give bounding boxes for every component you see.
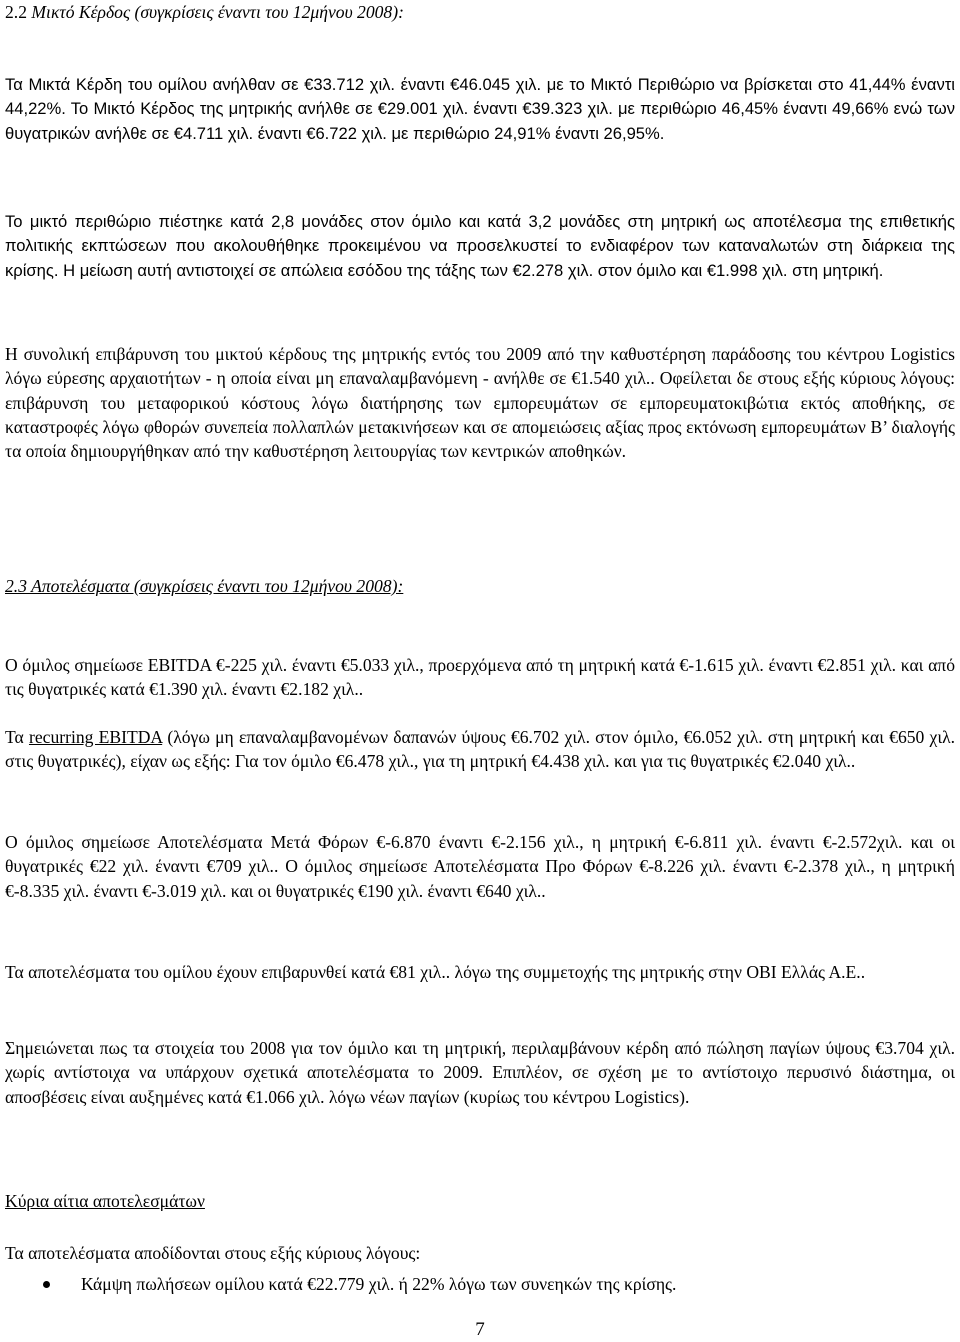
- list-item-text: Κάμψη πωλήσεων ομίλου κατά €22.779 χιλ. ή 22% λόγω των συνεηκών της κρίσης.: [81, 1274, 677, 1294]
- section-heading-2-2: [5, 0, 404, 24]
- gross-profit-paragraph: Τα Μικτά Κέρδη του ομίλου ανήλθαν σε €33.712 χιλ. έναντι €46.045 χιλ. με το Μικτό Περιθώριο να βρίσκεται στο 41,44% έναντι 44,22%. Το Μικτό Κέρδος της μητρικής ανήλθε σε €29.001 χιλ. έναντι €39.323 χιλ. με περιθώριο 46,45% έναντι 49,66% ενώ των θυγατρικών ανήλθε σε €4.711 χιλ. έναντι €6.722 χιλ. με περιθώριο 24,91% έναντι 26,95%.: [5, 75, 955, 143]
- after-tax-results-paragraph: Ο όμιλος σημείωσε Αποτελέσματα Μετά Φόρων €-6.870 έναντι €-2.156 χιλ., η μητρική €-6.811 χιλ. έναντι €-2.572χιλ. και οι θυγατρικές €22 χιλ. έναντι €709 χιλ.. Ο όμιλος σημείωσε Αποτελέσματα Προ Φόρων €-8.226 χιλ. έναντι €-2.378 χιλ., η μητρική €-8.335 χιλ. έναντι €-3.019 χιλ. και οι θυγατρικές €190 χιλ. έναντι €640 χιλ..: [5, 832, 955, 901]
- section-title: Μικτό Κέρδος (συγκρίσεις έναντι του 12μήνου 2008):: [31, 2, 404, 22]
- list-item: [5, 1272, 955, 1296]
- recurring-ebitda-prefix: Τα: [5, 727, 29, 747]
- main-causes-intro: Τα αποτελέσματα αποδίδονται στους εξής κύριους λόγους:: [5, 1243, 421, 1263]
- ebitda-paragraph: Ο όμιλος σημείωσε EBITDA €-225 χιλ. έναντι €5.033 χιλ., προερχόμενα από τη μητρική κατά €-1.615 χιλ. έναντι €2.851 χιλ. και από τις θυγατρικές κατά €1.390 χιλ. έναντι €2.182 χιλ..: [5, 655, 955, 700]
- section-number: 2.2: [5, 2, 27, 22]
- recurring-ebitda-paragraph: [5, 725, 955, 774]
- fixed-assets-note-paragraph: Σημειώνεται πως τα στοιχεία του 2008 για τον όμιλο και τη μητρική, περιλαμβάνουν κέρδη από πώληση παγίων ύψους €3.704 χιλ. χωρίς αντίστοιχα να υπάρχουν σχετικά αποτελέσματα το 2009. Επιπλέον, σε σχέση με το αντίστοιχο περυσινό διάστημα, οι αποσβέσεις είναι αυξημένες κατά €1.066 χιλ. λόγω νέων παγίων (κυρίως του κέντρου Logistics).: [5, 1038, 955, 1107]
- recurring-ebitda-term: recurring EBITDA: [28, 727, 163, 747]
- main-causes-list: [5, 1272, 955, 1296]
- obi-participation-paragraph: Τα αποτελέσματα του ομίλου έχουν επιβαρυνθεί κατά €81 χιλ.. λόγω της συμμετοχής της μητρικής στην OBI Ελλάς Α.Ε..: [5, 962, 866, 982]
- gross-margin-paragraph: Το μικτό περιθώριο πιέστηκε κατά 2,8 μονάδες στον όμιλο και κατά 3,2 μονάδες στη μητρική ως αποτέλεσμα της επιθετικής πολιτικής εκπτώσεων που ακολουθήθηκε προκειμένου να προσελκυστεί το ενδιαφέρον των καταναλωτών στη διάρκεια της κρίσης. Η μείωση αυτή αντιστοιχεί σε απώλεια εσόδου της τάξης των €2.278 χιλ. στον όμιλο και €1.998 χιλ. στη μητρική.: [5, 212, 955, 280]
- recurring-ebitda-text: (λόγω μη επαναλαμβανομένων δαπανών ύψους €6.702 χιλ. στον όμιλο, €6.052 χιλ. στη μητρική και €650 χιλ. στις θυγατρικές), είχαν ως εξής: Για τον όμιλο €6.478 χιλ., για τη μητρική €4.438 χιλ. και για τις θυγατρικές €2.040 χιλ..: [5, 727, 956, 772]
- logistics-burden-paragraph: Η συνολική επιβάρυνση του μικτού κέρδους της μητρικής εντός του 2009 από την καθυστέρηση παράδοσης του κέντρου Logistics λόγω εύρεσης αρχαιοτήτων - η οποία είναι μη επαναλαμβανόμενη - ανήλθε σε €1.540 χιλ.. Οφείλεται δε στους εξής κύριους λόγους: επιβάρυνση του μεταφορικού κόστους λόγω διατήρησης των εμπορευμάτων σε εμπορευματοκιβώτια εκτός αποθήκης, σε καταστροφές λόγω φθορών συνεπεία πολλαπλών μετακινήσεων και σε απομειώσεις αξίας προς εκτόνωση εμπορευμάτων Β’ διαλογής τα οποία δημιουργήθηκαν από την καθυστέρηση λειτουργίας των κεντρικών αποθηκών.: [5, 344, 955, 462]
- bullet-icon: [43, 1281, 50, 1288]
- section-heading-2-3: 2.3 Αποτελέσματα (συγκρίσεις έναντι του 12μήνου 2008):: [5, 576, 404, 596]
- main-causes-heading: Κύρια αίτια αποτελεσμάτων: [5, 1191, 205, 1211]
- page-number: 7: [475, 1319, 485, 1340]
